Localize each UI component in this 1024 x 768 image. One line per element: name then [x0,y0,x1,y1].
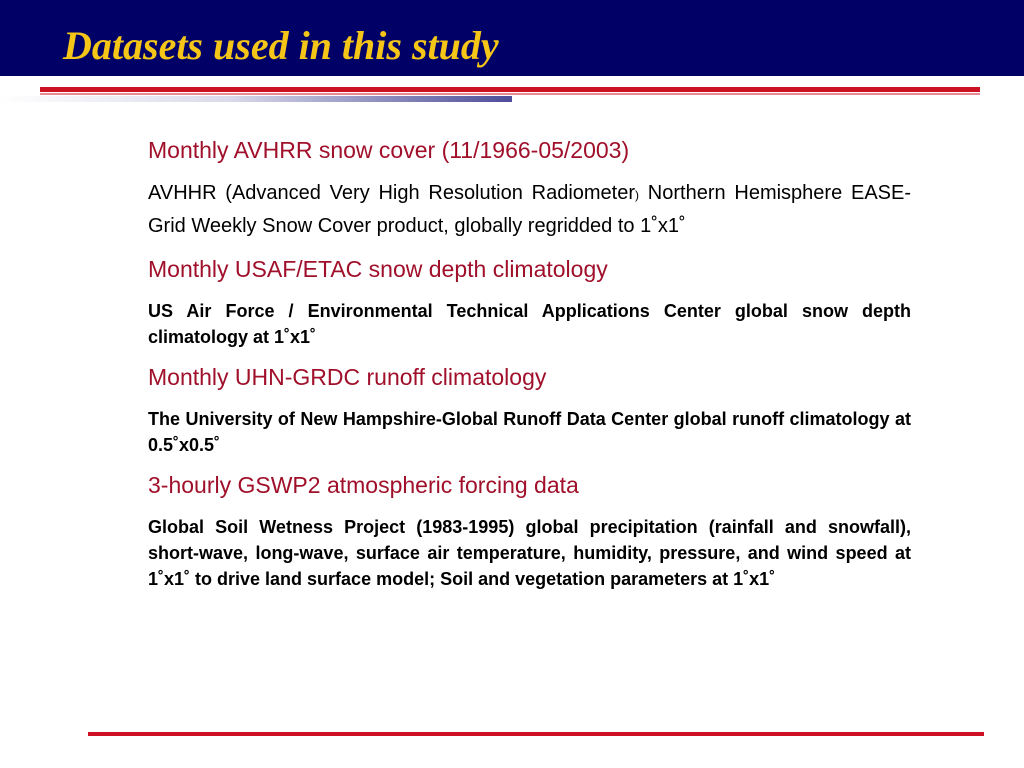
top-red-divider-shadow [40,93,980,95]
top-red-divider [40,87,980,92]
title-bar [0,0,1024,76]
slide-title: Datasets used in this study [63,23,499,68]
section-body-paren: ) [635,188,640,202]
gradient-divider [0,96,512,102]
section-body: US Air Force / Environmental Technical Applications Center global snow depth climatology at 1˚x1˚ [148,301,911,347]
slide-content [148,135,911,592]
section-heading: Monthly UHN-GRDC runoff climatology [148,364,547,390]
section-body: The University of New Hampshire-Global Runoff Data Center global runoff climatology at 0.5˚x0.5˚ [148,409,911,455]
section-body-text: AVHHR (Advanced Very High Resolution Radiometer [148,182,636,204]
section-heading: Monthly USAF/ETAC snow depth climatology [148,256,608,282]
section-body: Global Soil Wetness Project (1983-1995) global precipitation (rainfall and snowfall), short-wave, long-wave, surface air temperature, humidity, pressure, and wind speed at 1˚x1˚ to drive land surface model; Soil and vegetation parameters at 1˚x1˚ [148,517,911,589]
section-heading: Monthly AVHRR snow cover (11/1966-05/2003) [148,137,630,163]
section-body-text: Northern Hemisphere EASE-Grid Weekly Snow Cover product, globally regridded to 1˚x1˚ [148,182,911,237]
section-body [148,178,911,242]
bottom-red-divider [88,732,984,736]
section-heading: 3-hourly GSWP2 atmospheric forcing data [148,472,579,498]
